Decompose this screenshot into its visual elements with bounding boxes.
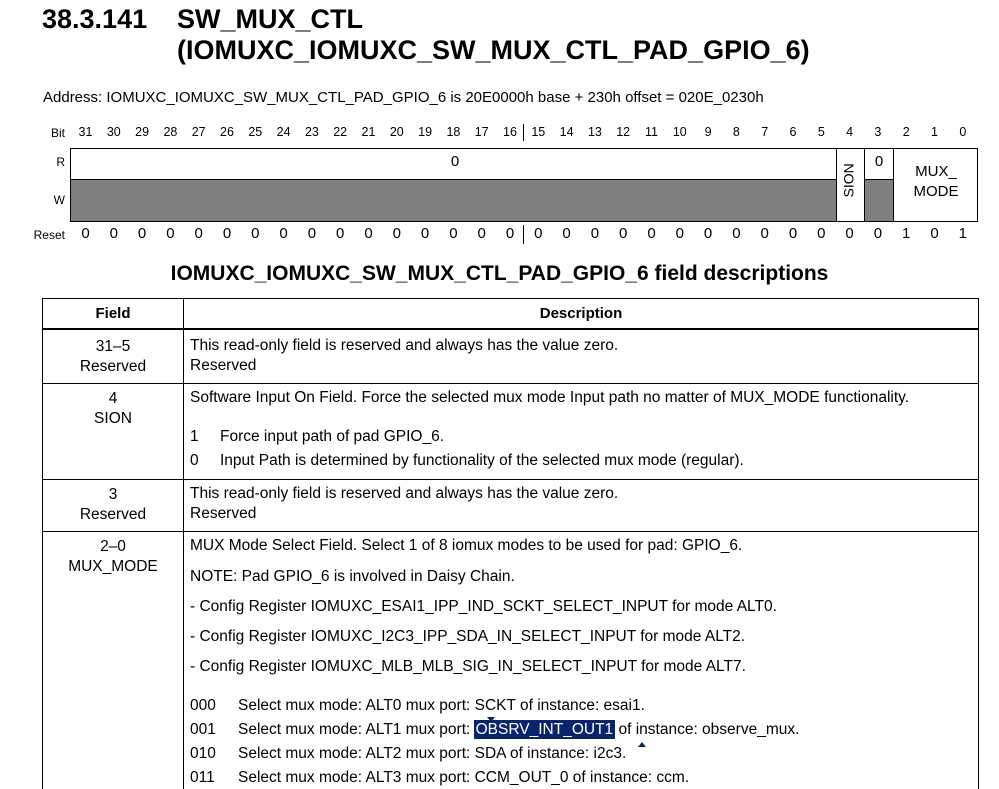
mode-text: Select mux mode: ALT3 mux port: CCM_OUT_0 of instance: ccm. <box>238 769 690 786</box>
field-description: Reserved <box>190 357 257 374</box>
field-name: Reserved <box>79 358 147 375</box>
bit-number: 12 <box>616 125 631 139</box>
bit-number: 25 <box>248 125 263 139</box>
read-row-label: R <box>56 155 65 169</box>
reset-value: 1 <box>902 225 911 242</box>
bit-number: 3 <box>874 125 882 139</box>
mux-mode-option <box>190 745 626 763</box>
bit-number: 27 <box>191 125 206 139</box>
bit-number: 19 <box>418 125 433 139</box>
bit-number: 13 <box>587 125 602 139</box>
field-bits: 4 <box>108 390 118 407</box>
bit-number: 24 <box>276 125 291 139</box>
reset-value: 0 <box>817 225 826 242</box>
bit-number: 1 <box>931 125 938 139</box>
value-code: 1 <box>190 428 199 445</box>
reset-value: 1 <box>958 225 967 242</box>
reset-value: 0 <box>194 225 203 242</box>
reset-value: 0 <box>420 225 430 242</box>
reset-value: 0 <box>336 225 345 242</box>
bit-number: 30 <box>106 125 121 139</box>
reset-value: 0 <box>760 225 769 242</box>
selection-end-handle[interactable] <box>638 742 646 747</box>
row-separator <box>43 479 978 480</box>
bit-number: 10 <box>672 125 687 139</box>
mux-mode-field-label-2: MODE <box>913 183 959 200</box>
value-row <box>190 452 744 470</box>
row-separator <box>43 383 978 384</box>
section-title: SW_MUX_CTL <box>177 4 364 34</box>
reset-value: 0 <box>534 225 543 242</box>
row-separator <box>43 531 978 532</box>
reserved-write-area <box>71 179 836 221</box>
config-register-line: - Config Register IOMUXC_ESAI1_IPP_IND_SCKT_SELECT_INPUT for mode ALT0. <box>190 598 777 615</box>
field-name: MUX_MODE <box>68 558 158 575</box>
field-description: Reserved <box>190 505 257 522</box>
reset-value: 0 <box>845 225 854 242</box>
reset-value: 0 <box>392 225 401 242</box>
column-separator <box>183 299 184 789</box>
field-bits: 2–0 <box>100 538 126 555</box>
bit-number: 23 <box>304 125 319 139</box>
value-text: Force input path of pad GPIO_6. <box>220 428 445 445</box>
reset-value: 0 <box>732 225 741 242</box>
sion-field-label: SION <box>840 163 857 198</box>
bit-number: 28 <box>163 125 178 139</box>
mode-text: Select mux mode: ALT2 mux port: SDA of instance: i2c3. <box>238 745 627 762</box>
description-column-header: Description <box>539 305 623 322</box>
field-bits: 3 <box>108 486 118 503</box>
halfword-separator <box>523 124 524 141</box>
mux-mode-field-label-1: MUX_ <box>915 163 957 180</box>
reset-value: 0 <box>562 225 571 242</box>
bit-number: 26 <box>220 125 234 139</box>
bit-number: 8 <box>732 125 740 139</box>
reset-value: 0 <box>222 225 232 242</box>
selection-start-handle[interactable] <box>487 717 495 722</box>
field-description: This read-only field is reserved and always has the value zero. <box>190 485 619 502</box>
bit-row-label: Bit <box>50 126 65 140</box>
rw-divider <box>865 179 893 180</box>
reset-value: 0 <box>449 225 458 242</box>
bit-number: 17 <box>474 125 489 139</box>
bit-number: 18 <box>446 125 461 139</box>
mode-text: Select mux mode: ALT0 mux port: SCKT of instance: esai1. <box>238 697 645 714</box>
bit-number: 14 <box>559 125 574 139</box>
section-number: 38.3.141 <box>42 4 148 34</box>
reserved-bit3-value: 0 <box>874 153 884 170</box>
write-row-label: W <box>53 193 65 207</box>
bit-number: 29 <box>135 125 150 139</box>
reset-value: 0 <box>279 225 288 242</box>
reset-value: 0 <box>619 225 628 242</box>
reset-value: 0 <box>307 225 317 242</box>
reserved-field-value: 0 <box>450 153 460 170</box>
bit-number: 11 <box>645 125 658 139</box>
reset-value: 0 <box>109 225 118 242</box>
reset-value: 0 <box>81 225 90 242</box>
reset-value: 0 <box>930 225 939 242</box>
bit-number: 31 <box>78 125 93 139</box>
bit-number: 5 <box>817 125 825 139</box>
bit-number: 9 <box>704 125 712 139</box>
bit-number: 6 <box>789 125 797 139</box>
reset-row-label: Reset <box>33 228 65 242</box>
reset-value: 0 <box>137 225 147 242</box>
bit-number: 16 <box>503 125 517 139</box>
mode-code: 001 <box>190 721 216 738</box>
field-divider <box>836 148 837 222</box>
field-name: Reserved <box>79 506 147 523</box>
mux-mode-option <box>190 697 645 715</box>
mode-code: 011 <box>190 769 215 786</box>
reset-value: 0 <box>788 225 798 242</box>
value-code: 0 <box>190 452 199 469</box>
rw-divider <box>71 179 836 180</box>
config-register-line: - Config Register IOMUXC_I2C3_IPP_SDA_IN_SELECT_INPUT for mode ALT2. <box>190 628 746 645</box>
selected-text-highlight[interactable]: OBSRV_INT_OUT1 <box>475 721 614 738</box>
table-title: IOMUXC_IOMUXC_SW_MUX_CTL_PAD_GPIO_6 field descriptions <box>170 262 829 285</box>
field-descriptions-table <box>42 298 979 789</box>
reset-value: 0 <box>647 225 656 242</box>
bit-number: 21 <box>361 125 376 139</box>
bit-number: 22 <box>333 125 348 139</box>
field-bits: 31–5 <box>95 338 131 355</box>
mode-text: of instance: observe_mux. <box>614 721 800 738</box>
reset-value: 0 <box>590 225 600 242</box>
mux-mode-option <box>190 721 799 739</box>
mode-text: Select mux mode: ALT1 mux port: <box>238 721 475 738</box>
field-column-header: Field <box>95 305 131 322</box>
reset-value: 0 <box>873 225 883 242</box>
value-row <box>190 428 444 446</box>
bit-number: 15 <box>531 125 546 139</box>
mode-code: 000 <box>190 697 216 714</box>
daisy-chain-note: NOTE: Pad GPIO_6 is involved in Daisy Chain. <box>190 568 515 585</box>
bit-number: 2 <box>902 125 910 139</box>
bit-number: 0 <box>959 125 967 139</box>
mux-mode-option <box>190 769 689 787</box>
value-text: Input Path is determined by functionality of the selected mux mode (regular). <box>220 452 744 469</box>
section-subtitle: (IOMUXC_IOMUXC_SW_MUX_CTL_PAD_GPIO_6) <box>177 35 810 65</box>
bit-number: 4 <box>846 125 854 139</box>
reset-value: 0 <box>251 225 260 242</box>
field-name: SION <box>94 410 132 427</box>
reset-value: 0 <box>477 225 486 242</box>
halfword-separator <box>523 225 524 244</box>
mode-code: 010 <box>190 745 216 762</box>
reset-value: 0 <box>166 225 175 242</box>
field-description: Software Input On Field. Force the selected mux mode Input path no matter of MUX_MODE functionality. <box>190 389 910 406</box>
register-address: Address: IOMUXC_IOMUXC_SW_MUX_CTL_PAD_GPIO_6 is 20E0000h base + 230h offset = 020E_0230h <box>43 89 764 106</box>
bit-number: 7 <box>761 125 769 139</box>
reset-value: 0 <box>364 225 373 242</box>
reset-value: 0 <box>675 225 684 242</box>
reset-value: 0 <box>703 225 713 242</box>
field-description: MUX Mode Select Field. Select 1 of 8 iomux modes to be used for pad: GPIO_6. <box>190 537 743 554</box>
field-description: This read-only field is reserved and always has the value zero. <box>190 337 619 354</box>
reset-value: 0 <box>505 225 515 242</box>
bit-number: 20 <box>389 125 404 139</box>
reserved-bit3-write-area <box>865 179 893 221</box>
config-register-line: - Config Register IOMUXC_MLB_MLB_SIG_IN_SELECT_INPUT for mode ALT7. <box>190 658 746 675</box>
